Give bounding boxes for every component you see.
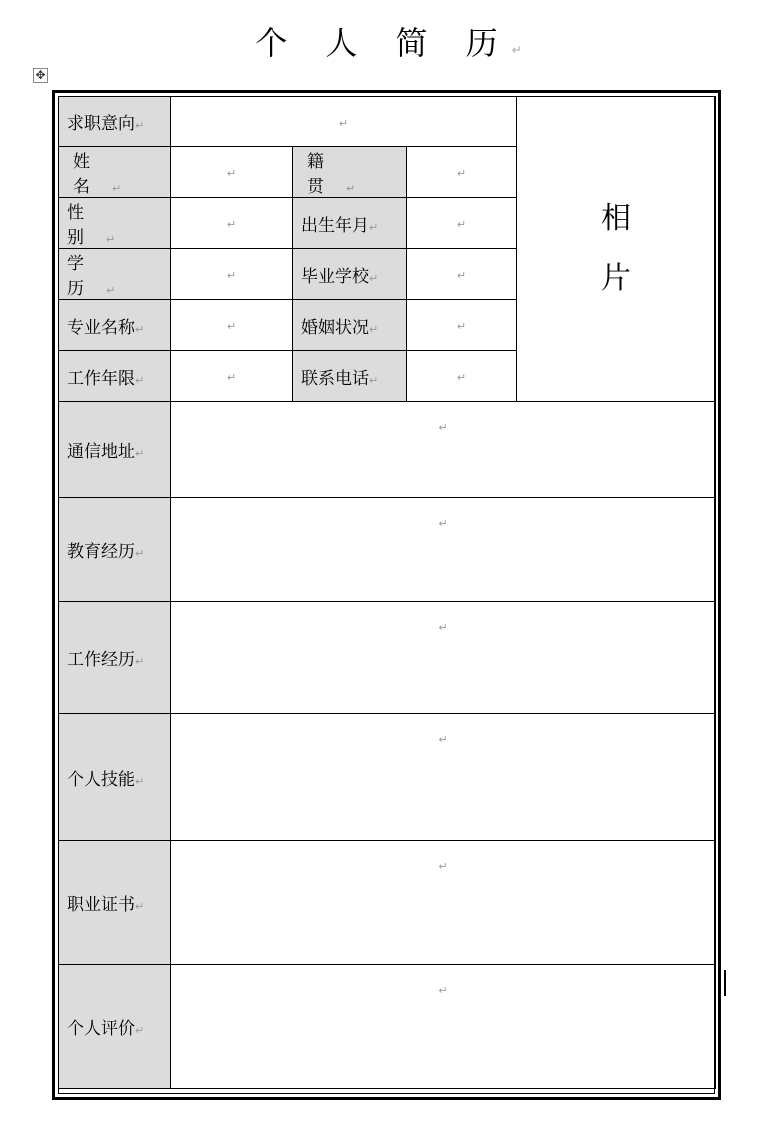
value-certificates[interactable]: ↵ xyxy=(171,841,716,965)
label-skills: 个人技能↵ xyxy=(59,714,171,841)
resume-table xyxy=(58,96,716,1089)
label-native-place: 籍 贯↵ xyxy=(293,147,407,198)
label-gender: 性 别↵ xyxy=(59,198,171,249)
label-phone: 联系电话↵ xyxy=(293,351,407,402)
value-edu-history[interactable]: ↵ xyxy=(171,498,716,602)
value-phone[interactable]: ↵ xyxy=(407,351,517,402)
label-school: 毕业学校↵ xyxy=(293,249,407,300)
text-cursor xyxy=(724,970,726,996)
value-work-years[interactable]: ↵ xyxy=(171,351,293,402)
row-self-eval xyxy=(59,965,716,1089)
label-name: 姓 名↵ xyxy=(59,147,171,198)
value-gender[interactable]: ↵ xyxy=(171,198,293,249)
resume-title xyxy=(0,18,777,64)
value-work-history[interactable]: ↵ xyxy=(171,602,716,714)
label-job-intent: 求职意向↵ xyxy=(59,97,171,147)
label-certificates: 职业证书↵ xyxy=(59,841,171,965)
value-major[interactable]: ↵ xyxy=(171,300,293,351)
label-marital: 婚姻状况↵ xyxy=(293,300,407,351)
label-work-years: 工作年限↵ xyxy=(59,351,171,402)
label-major: 专业名称↵ xyxy=(59,300,171,351)
row-edu-history xyxy=(59,498,716,602)
label-birth: 出生年月↵ xyxy=(293,198,407,249)
photo-box[interactable] xyxy=(517,97,716,402)
row-job-intent xyxy=(59,97,716,147)
value-birth[interactable]: ↵ xyxy=(407,198,517,249)
value-marital[interactable]: ↵ xyxy=(407,300,517,351)
title-text: 个 人 简 历 xyxy=(255,24,512,62)
row-work-history xyxy=(59,602,716,714)
row-certificates xyxy=(59,841,716,965)
label-edu-history: 教育经历↵ xyxy=(59,498,171,602)
row-skills xyxy=(59,714,716,841)
value-school[interactable]: ↵ xyxy=(407,249,517,300)
value-education[interactable]: ↵ xyxy=(171,249,293,300)
value-job-intent[interactable]: ↵ xyxy=(171,97,517,147)
label-education: 学 历↵ xyxy=(59,249,171,300)
paragraph-mark: ↵ xyxy=(511,43,522,57)
photo-char-2: 片 xyxy=(601,261,631,296)
label-self-eval: 个人评价↵ xyxy=(59,965,171,1089)
value-self-eval[interactable]: ↵ xyxy=(171,965,716,1089)
value-name[interactable]: ↵ xyxy=(171,147,293,198)
value-address[interactable]: ↵ xyxy=(171,402,716,498)
value-native-place[interactable]: ↵ xyxy=(407,147,517,198)
value-skills[interactable]: ↵ xyxy=(171,714,716,841)
label-work-history: 工作经历↵ xyxy=(59,602,171,714)
table-move-handle-icon[interactable]: ✥ xyxy=(33,68,48,83)
photo-char-1: 相 xyxy=(601,201,631,236)
row-address xyxy=(59,402,716,498)
label-address: 通信地址↵ xyxy=(59,402,171,498)
